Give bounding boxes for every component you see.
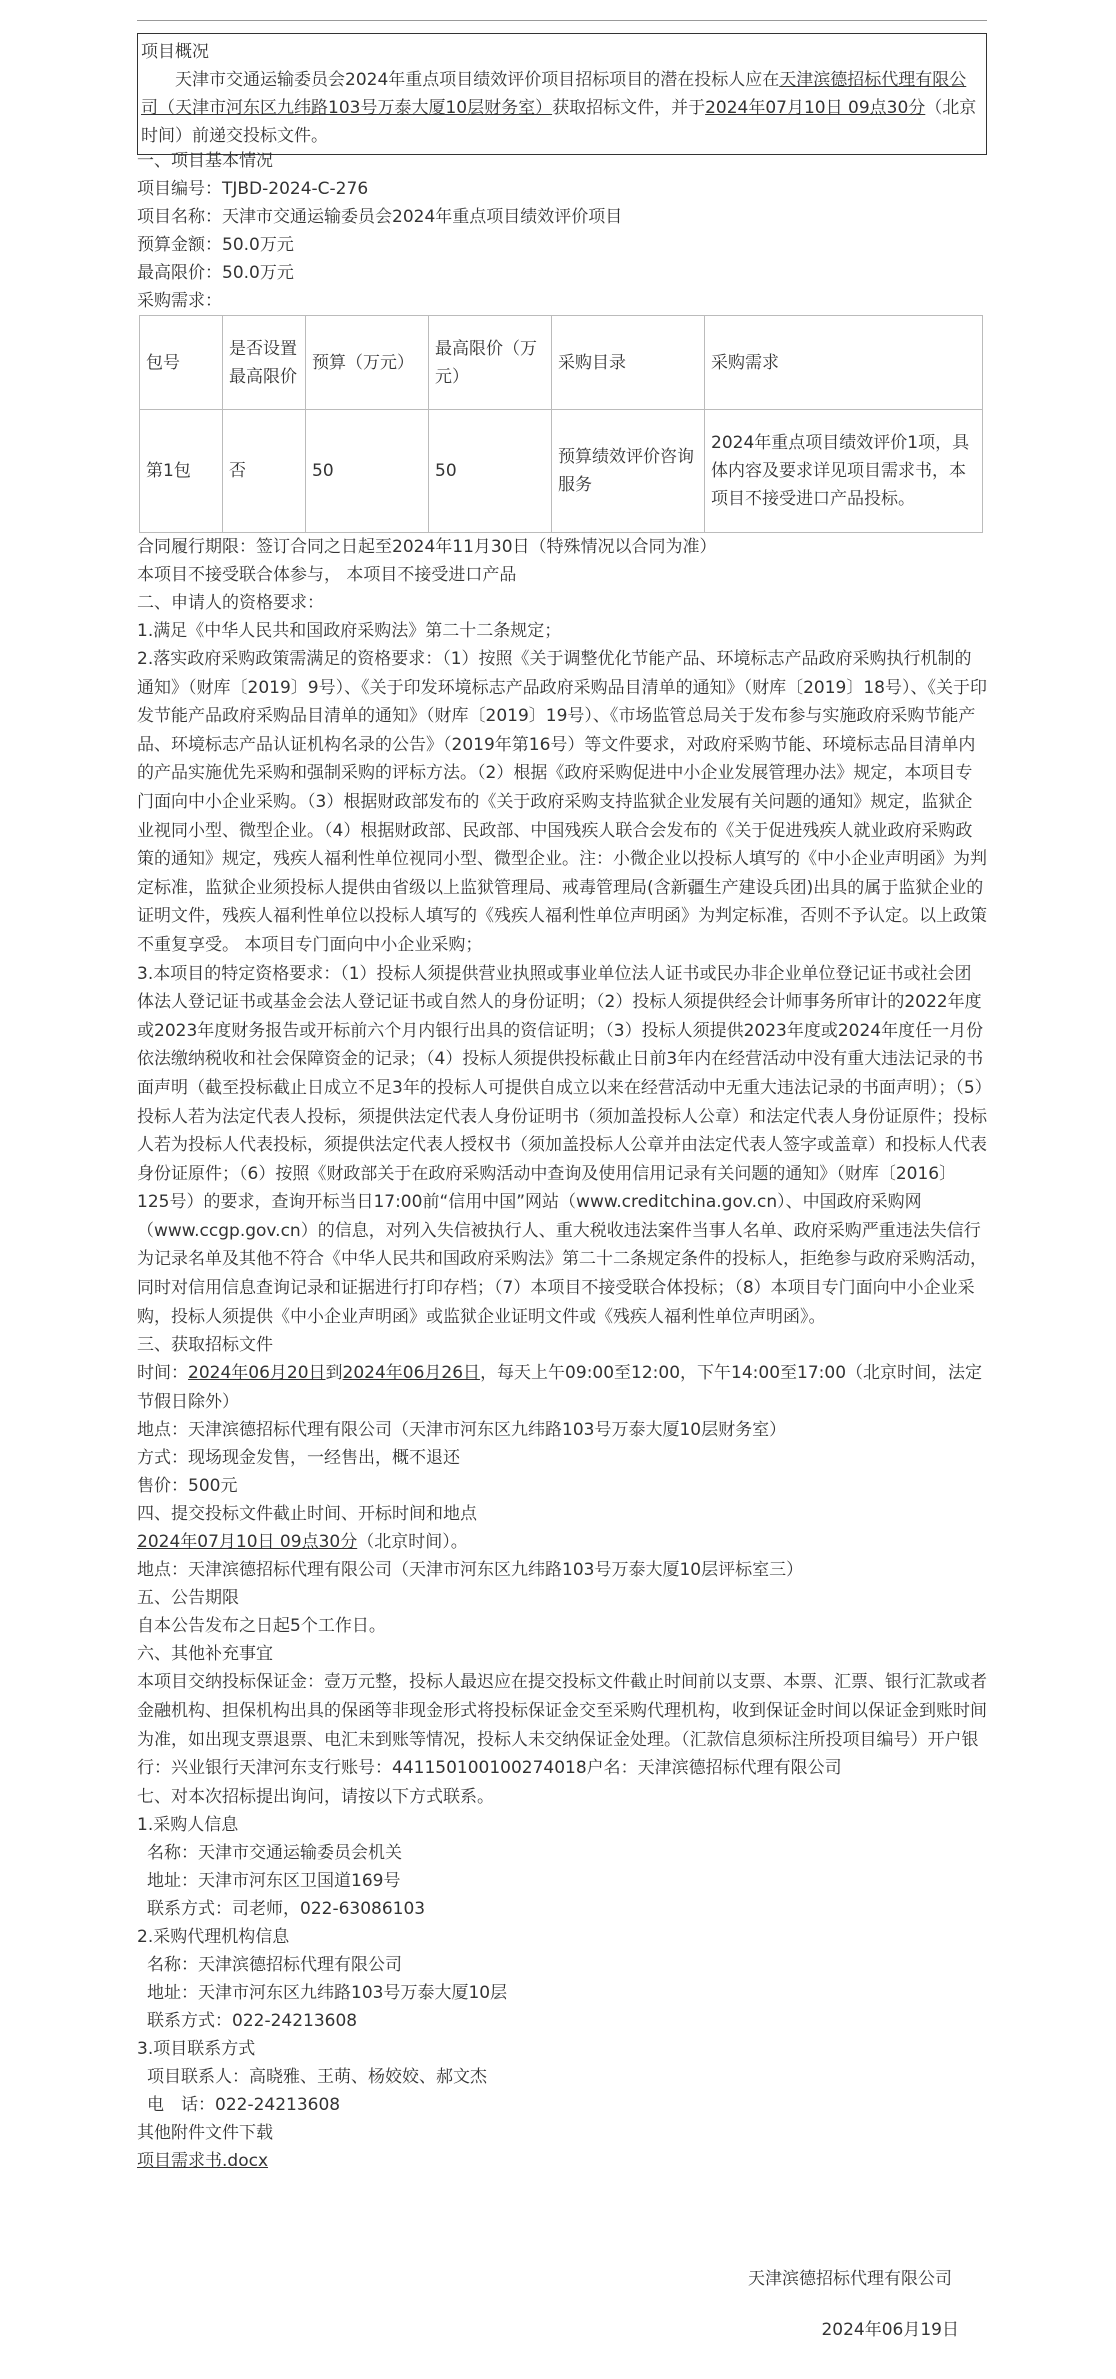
supplement-text: 本项目交纳投标保证金：壹万元整，投标人最迟应在提交投标文件截止时间前以支票、本票、汇票、银行汇款或者金融机构、担保机构出具的保函等非现金形式将投标保证金交至采购代理机构，收到保证金时间以保证金到账时间为准，如出现支票退票、电汇未到账等情况，投标人未交纳保证金处理。（汇款信息须标注所投项目编号）开户银行：兴业银行天津河东支行账号：441150100100274018户名：天津滨德招标代理有限公司	[137, 1672, 987, 1779]
agency-address: 地址：天津市河东区九纬路103号万泰大厦10层	[147, 1982, 508, 2003]
th-catalog: 采购目录	[552, 316, 705, 410]
agency-contact: 联系方式：022-24213608	[147, 2010, 358, 2031]
th-demand: 采购需求	[705, 316, 983, 410]
qualification-3: 3.本项目的特定资格要求：（1）投标人须提供营业执照或事业单位法人证书或民办非企业单位登记证书或社会团体法人登记证书或基金会法人登记证书或自然人的身份证明；（2）投标人须提供经会计师事务所审计的2022年度或2023年度财务报告或开标前六个月内银行出具的资信证明；（3）投标人须提供2023年度或2024年度任一月份依法缴纳税收和社会保障资金的记录；（4）投标人须提供投标截止日前3年内在经营活动中没有重大违法记录的书面声明（截至投标截止日成立不足3年的投标人可提供自成立以来在经营活动中无重大违法记录的书面声明）；（5）投标人若为法定代表人投标，须提供法定代表人身份证明书（须加盖投标人公章）和法定代表人身份证原件；投标人若为投标人代表投标，须提供法定代表人授权书（须加盖投标人公章并由法定代表人签字或盖章）和投标人代表身份证原件；（6）按照《财政部关于在政府采购活动中查询及使用信用记录有关问题的通知》（财库〔2016〕125号）的要求，查询开标当日17:00前“信用中国”网站（www.creditchina.gov.cn）、中国政府采购网（www.ccgp.gov.cn）的信息，对列入失信被执行人、重大税收违法案件当事人名单、政府采购严重违法失信行为记录名单及其他不符合《中华人民共和国政府采购法》第二十二条规定条件的投标人，拒绝参与政府采购活动，同时对信用信息查询记录和证据进行打印存档；（7）本项目不接受联合体投标；（8）本项目专门面向中小企业采购，投标人须提供《中小企业声明函》或监狱企业证明文件或《残疾人福利性单位声明函》。	[137, 963, 987, 1327]
section-6-heading: 六、其他补充事宜	[137, 1644, 273, 1665]
project-contact-phone: 电 话：022-24213608	[147, 2094, 341, 2115]
cell-max-price: 50	[429, 410, 552, 533]
signature-company: 天津滨德招标代理有限公司	[748, 2269, 952, 2289]
project-number: 项目编号：TJBD-2024-C-276	[137, 179, 369, 199]
table-header-row	[140, 316, 983, 410]
purchaser-contact: 联系方式：司老师，022-63086103	[147, 1898, 426, 1919]
project-overview-box	[137, 33, 987, 155]
obtain-place: 天津滨德招标代理有限公司（天津市河东区九纬路103号万泰大厦10层财务室）	[141, 70, 967, 118]
purchaser-title: 1.采购人信息	[137, 1814, 239, 1835]
project-contact-people: 项目联系人：高晓雅、王萌、杨姣姣、郝文杰	[147, 2066, 487, 2087]
document-price: 售价：500元	[137, 1476, 238, 1497]
qualification-1: 1.满足《中华人民共和国政府采购法》第二十二条规定；	[137, 621, 562, 641]
th-budget: 预算（万元）	[306, 316, 429, 410]
purchaser-name: 名称：天津市交通运输委员会机关	[147, 1842, 402, 1863]
demand-label: 采购需求：	[137, 291, 222, 311]
section-2-heading: 二、申请人的资格要求：	[137, 593, 324, 613]
cell-demand: 2024年重点项目绩效评价1项，具体内容及要求详见项目需求书，本项目不接受进口产品投标。	[705, 410, 983, 533]
th-has-max: 是否设置最高限价	[223, 316, 306, 410]
agency-title: 2.采购代理机构信息	[137, 1926, 290, 1947]
overview-title: 项目概况	[141, 42, 209, 62]
section-4-heading: 四、提交投标文件截止时间、开标时间和地点	[137, 1504, 477, 1525]
budget-amount: 预算金额：50.0万元	[137, 235, 294, 255]
bid-deadline: 2024年07月10日 09点30分（北京时间）。	[137, 1532, 468, 1553]
attachment-link-docx[interactable]: 项目需求书.docx	[137, 2150, 269, 2171]
th-max-price: 最高限价（万元）	[429, 316, 552, 410]
contract-period: 合同履行期限：签订合同之日起至2024年11月30日（特殊情况以合同为准）	[137, 537, 717, 557]
section-3-heading: 三、获取招标文件	[137, 1335, 273, 1356]
bid-place: 地点：天津滨德招标代理有限公司（天津市河东区九纬路103号万泰大厦10层评标室三）	[137, 1560, 804, 1581]
cell-has-max: 否	[223, 410, 306, 533]
notice-period: 自本公告发布之日起5个工作日。	[137, 1616, 386, 1637]
th-package: 包号	[140, 316, 223, 410]
purchaser-address: 地址：天津市河东区卫国道169号	[147, 1870, 401, 1891]
section-1-heading: 一、项目基本情况	[137, 151, 273, 171]
signature-date: 2024年06月19日	[821, 2320, 959, 2340]
project-contact-title: 3.项目联系方式	[137, 2038, 256, 2059]
section-5-heading: 五、公告期限	[137, 1588, 239, 1609]
submit-deadline: 2024年07月10日 09点30分	[705, 98, 926, 118]
obtain-time: 时间：2024年06月20日到2024年06月26日，每天上午09:00至12:00，下午14:00至17:00（北京时间，法定节假日除外）	[137, 1363, 983, 1412]
cell-package: 第1包	[140, 410, 223, 533]
no-union-note: 本项目不接受联合体参与， 本项目不接受进口产品	[137, 565, 517, 585]
obtain-method: 方式：现场现金发售，一经售出，概不退还	[137, 1448, 460, 1469]
qualification-2: 2.落实政府采购政策需满足的资格要求：（1）按照《关于调整优化节能产品、环境标志产品政府采购执行机制的通知》（财库〔2019〕9号）、《关于印发环境标志产品政府采购品目清单的通知》（财库〔2019〕18号）、《关于印发节能产品政府采购品目清单的通知》（财库〔2019〕19号）、《市场监管总局关于发布参与实施政府采购节能产品、环境标志产品认证机构名录的公告》（2019年第16号）等文件要求，对政府采购节能、环境标志品目清单内的产品实施优先采购和强制采购的评标方法。（2）根据《政府采购促进中小企业发展管理办法》规定，本项目专门面向中小企业采购。（3）根据财政部发布的《关于政府采购支持监狱企业发展有关问题的通知》规定，监狱企业视同小型、微型企业。（4）根据财政部、民政部、中国残疾人联合会发布的《关于促进残疾人就业政府采购政策的通知》规定，残疾人福利性单位视同小型、微型企业。注：小微企业以投标人填写的《中小企业声明函》为判定标准，监狱企业须投标人提供由省级以上监狱管理局、戒毒管理局(含新疆生产建设兵团)出具的属于监狱企业的证明文件，残疾人福利性单位以投标人填写的《残疾人福利性单位声明函》为判定标准，否则不予认定。以上政策不重复享受。 本项目专门面向中小企业采购；	[137, 649, 987, 955]
top-divider	[137, 20, 987, 21]
agency-name: 名称：天津滨德招标代理有限公司	[147, 1954, 402, 1975]
section-7-heading: 七、对本次招标提出询问，请按以下方式联系。	[137, 1786, 494, 1807]
procurement-table	[139, 315, 983, 533]
project-name: 项目名称：天津市交通运输委员会2024年重点项目绩效评价项目	[137, 207, 623, 227]
attachments-label: 其他附件文件下载	[137, 2122, 273, 2143]
announcement-body	[137, 147, 987, 2175]
obtain-place-line: 地点：天津滨德招标代理有限公司（天津市河东区九纬路103号万泰大厦10层财务室）	[137, 1420, 787, 1441]
cell-budget: 50	[306, 410, 429, 533]
overview-text: 天津市交通运输委员会2024年重点项目绩效评价项目招标项目的潜在投标人应在天津滨德招标代理有限公司（天津市河东区九纬路103号万泰大厦10层财务室）获取招标文件，并于2024年07月10日 09点30分（北京时间）前递交投标文件。	[141, 70, 977, 146]
cell-catalog: 预算绩效评价咨询服务	[552, 410, 705, 533]
max-price: 最高限价：50.0万元	[137, 263, 294, 283]
table-row	[140, 410, 983, 533]
